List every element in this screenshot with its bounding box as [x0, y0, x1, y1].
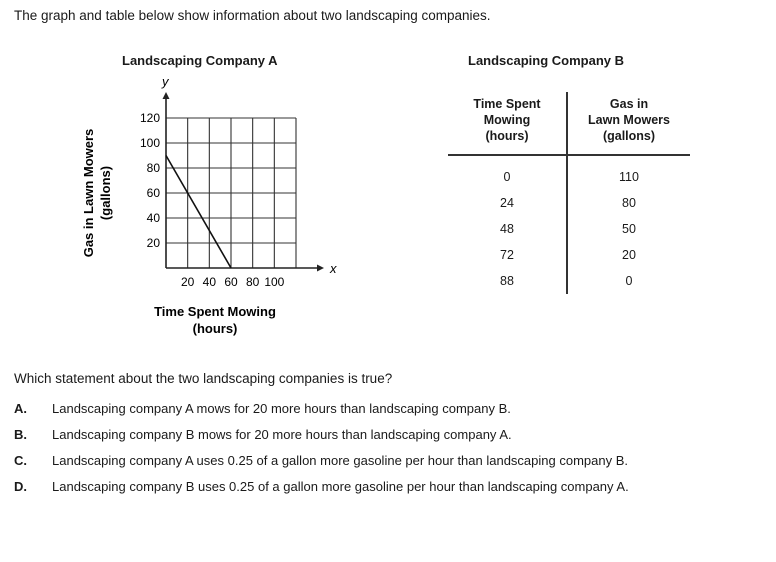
x-tick-label: 60 [224, 275, 238, 289]
table-cell: 50 [622, 222, 636, 236]
series-lines [166, 156, 231, 269]
header-time-line-2: Mowing [483, 113, 531, 127]
x-axis-label-line-2: (hours) [192, 321, 238, 336]
table-cell: 20 [622, 248, 636, 262]
x-tick-label: 100 [264, 275, 285, 289]
choice-b[interactable] [14, 428, 754, 442]
choice-letter: C. [14, 453, 27, 468]
series-line [166, 156, 231, 269]
y-axis-label-line-2: (gallons) [98, 165, 113, 221]
table-cell: 72 [448, 242, 567, 268]
line-chart [70, 70, 360, 350]
header-gas-line-1: Gas in [609, 97, 649, 111]
table-cell: 24 [448, 190, 567, 216]
intro-text: The graph and table below show information about two landscaping companies. [14, 8, 491, 23]
y-tick-label: 40 [146, 211, 160, 225]
table-cell: 88 [448, 268, 567, 294]
table-row [448, 242, 690, 268]
table-row [448, 190, 690, 216]
x-axis-letter: x [330, 261, 337, 276]
choice-letter: A. [14, 401, 27, 416]
header-gas-line-2: Lawn Mowers [588, 113, 670, 127]
table-row [448, 155, 690, 190]
axis-labels [81, 129, 276, 336]
x-tick-label: 80 [245, 275, 260, 289]
choice-text: Landscaping company A uses 0.25 of a gallon more gasoline per hour than landscaping company B. [52, 453, 628, 468]
chart-grid [166, 118, 296, 268]
y-tick-label: 80 [146, 161, 160, 175]
choice-letter: B. [14, 427, 27, 442]
choice-text: Landscaping company B uses 0.25 of a gallon more gasoline per hour than landscaping company A. [52, 479, 629, 494]
table-row [448, 268, 690, 294]
y-tick-label: 100 [139, 136, 160, 150]
table-cell: 48 [448, 216, 567, 242]
choice-a[interactable] [14, 402, 754, 416]
table-title: Landscaping Company B [468, 53, 625, 68]
choice-text: Landscaping company A mows for 20 more hours than landscaping company B. [52, 401, 511, 416]
y-tick-label: 60 [146, 186, 160, 200]
table-cell: 0 [625, 274, 633, 288]
header-time-spent [448, 92, 567, 155]
choice-c[interactable] [14, 454, 754, 468]
table-cell: 110 [619, 170, 639, 184]
table-cell: 80 [622, 196, 636, 210]
tick-labels [140, 111, 285, 289]
answer-choices [14, 402, 754, 506]
y-tick-label: 20 [146, 236, 160, 250]
table-row [448, 216, 690, 242]
x-tick-label: 40 [202, 275, 217, 289]
chart-title: Landscaping Company A [122, 53, 278, 68]
header-time-line-1: Time Spent [473, 97, 541, 111]
choice-letter: D. [14, 479, 27, 494]
header-time-line-3: (hours) [485, 129, 529, 143]
header-gas-line-3: (gallons) [602, 129, 656, 143]
y-axis-arrow-icon [163, 92, 170, 99]
question-text: Which statement about the two landscaping companies is true? [14, 371, 393, 386]
y-axis-label-line-1: Gas in Lawn Mowers [81, 128, 96, 258]
y-tick-label: 120 [139, 111, 160, 125]
table-header-row [448, 92, 690, 155]
data-table-container [448, 92, 690, 294]
x-axis-arrow-icon [317, 265, 324, 272]
choice-d[interactable] [14, 480, 754, 494]
header-gas [567, 92, 690, 155]
table-cell: 0 [448, 155, 567, 190]
data-table [448, 92, 690, 294]
y-axis-letter: y [162, 74, 169, 89]
choice-text: Landscaping company B mows for 20 more hours than landscaping company A. [52, 427, 512, 442]
x-axis-label-line-1: Time Spent Mowing [154, 304, 276, 319]
x-tick-label: 20 [180, 275, 195, 289]
